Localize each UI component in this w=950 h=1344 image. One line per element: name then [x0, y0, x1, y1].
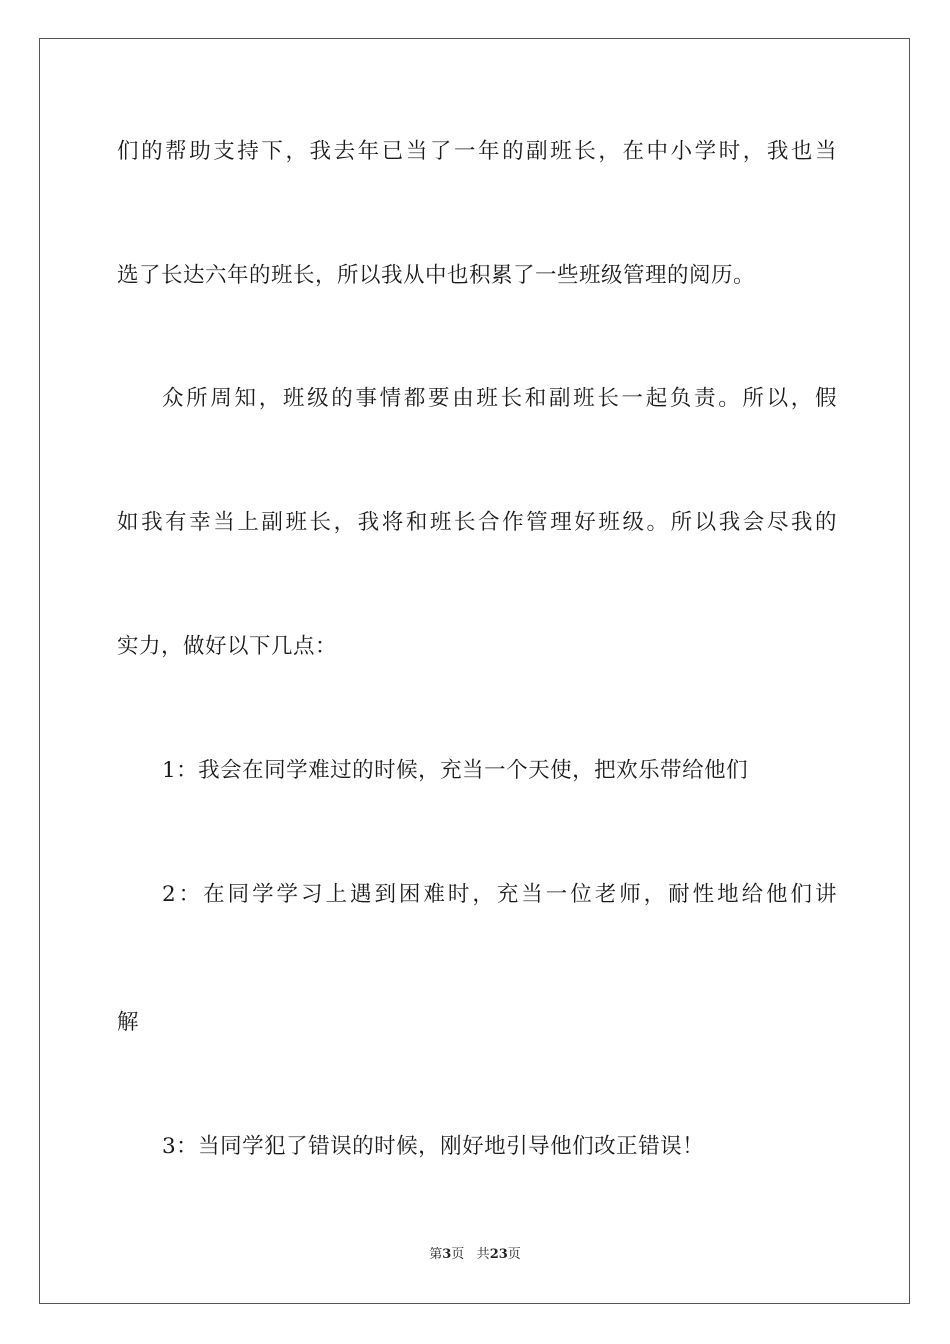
- total-suffix: 页: [507, 1247, 521, 1262]
- paragraph-line-4: 如我有幸当上副班长，我将和班长合作管理好班级。所以我会尽我的: [117, 510, 837, 535]
- total-prefix: 共: [476, 1247, 490, 1262]
- list-item-1: 1：我会在同学难过的时候，充当一个天使，把欢乐带给他们: [162, 758, 749, 783]
- list-item-2: 2：在同学学习上遇到困难时，充当一位老师，耐性地给他们讲: [162, 882, 837, 907]
- page-suffix: 页: [451, 1247, 465, 1262]
- page-border: [39, 38, 910, 1304]
- page-prefix: 第: [429, 1247, 443, 1262]
- paragraph-line-3: 众所周知，班级的事情都要由班长和副班长一起负责。所以，假: [162, 386, 837, 411]
- paragraph-line-1: 们的帮助支持下，我去年已当了一年的副班长，在中小学时，我也当: [117, 139, 837, 164]
- page-current: 3: [442, 1247, 452, 1262]
- page-total: 23: [489, 1247, 508, 1262]
- list-item-3: 3：当同学犯了错误的时候，刚好地引导他们改正错误！: [162, 1134, 705, 1159]
- paragraph-line-5: 实力，做好以下几点：: [117, 634, 338, 659]
- list-item-2-continuation: 解: [117, 1010, 140, 1035]
- paragraph-line-2: 选了长达六年的班长，所以我从中也积累了一些班级管理的阅历。: [117, 263, 756, 288]
- page-footer: [0, 1246, 950, 1264]
